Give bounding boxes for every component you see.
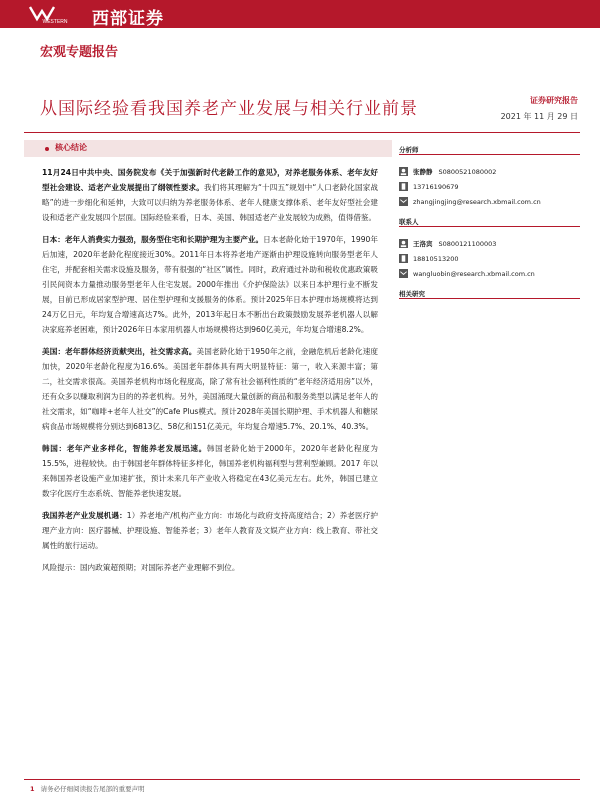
contact-cert: S0800121100003	[438, 239, 497, 248]
risk-text: 风险提示：国内政策超预期；对国际养老产业理解不到位。	[42, 563, 240, 572]
paragraph-body: 1）养老地产/机构产业方向：市场化与政府支持高度结合；2）养老医疗护理产业方向：医疗器械、护理设施、智能养老；3）老年人教育及文娱产业方向：线上教育、带社交属性的旅行运动。	[42, 511, 379, 550]
summary-paragraph	[42, 441, 378, 501]
paragraph-body: 韩国老龄化始于2000年，2020年老龄化程度为15.5%，进程较快。由于韩国老年群体特征多样化，韩国养老机构福利型与营利型兼顾。2017 年以来韩国养老设施产业加速扩张，预计未来几年产业收入将稳定在43亿美元左右。此外，韩国已建立数字化医疗生态系统、智能养老快速发展。	[42, 444, 379, 498]
person-icon	[399, 239, 408, 248]
contact-phone: 18810513200	[413, 254, 459, 263]
related-research-heading: 相关研究	[399, 284, 580, 299]
analyst-row	[399, 164, 580, 179]
analyst-phone: 13716190679	[413, 182, 459, 191]
phone-icon	[399, 254, 408, 263]
summary-paragraph	[42, 344, 378, 434]
section-title: 核心结论	[55, 143, 87, 152]
contact-heading: 联系人	[399, 212, 580, 227]
contact-phone-row	[399, 251, 580, 266]
paragraph-lead: 美国：老年群体经济贡献突出，社交需求高。	[42, 347, 197, 356]
contact-email-row	[399, 266, 580, 281]
header-band	[0, 0, 600, 28]
summary-paragraph	[42, 508, 378, 553]
analyst-name: 张静静	[413, 168, 433, 176]
risk-warning	[42, 560, 378, 575]
paragraph-body: 日本老龄化始于1970年，1990年后加速，2020年老龄化程度接近30%。2011年日本将养老地产逐渐由护理设施转向服务型老年人住宅，并配套相关需求设施及服务，带有很强的“社区”属性。同时，政府通过补助和税收优惠政策吸引民间资本力量推动服务型老年人住宅发展。2000年推出《介护保险法》以来日本护理行业不断发展，目前已形成居家型护理、居住型护理和支援服务的体系。预计2025年日本护理市场规模将达到24万亿日元，年均复合增速高达7%。此外，2013年起日本不断出台政策鼓励发展养老机器人以解决家庭养老困难，预计2026年日本家用机器人市场规模将达到960亿美元，年均复合增速8.2%。	[42, 235, 378, 334]
summary-paragraph	[42, 232, 378, 337]
logo-text: 西部证券	[92, 9, 164, 29]
paragraph-lead: 韩国：老年产业多样化，智能养老发展迅速。	[42, 444, 207, 453]
footer-disclaimer: 请务必仔细阅读报告尾部的重要声明	[40, 785, 145, 793]
paragraph-body: 我们将其理解为“十四五”规划中“人口老龄化国家战略”的进一步细化和延伸，大致可以归纳为养老服务体系、老年人健康支撑体系、老年友好型社会建设和适老产业发展四个层面。国际经验来看，日本、美国、韩国适老产业发展较为成熟，值得借鉴。	[42, 183, 378, 222]
contact-name: 王洛宾	[413, 240, 433, 248]
person-icon	[399, 167, 408, 176]
contact-email[interactable]: wangluobin@research.xbmail.com.cn	[413, 269, 535, 278]
paragraph-lead: 我国养老产业发展机遇：	[42, 511, 127, 520]
summary-paragraph	[42, 165, 378, 225]
bullet-icon	[45, 147, 49, 151]
page-number: 1	[30, 785, 35, 793]
analyst-email-row	[399, 194, 580, 209]
logo-small-text: WESTERN	[42, 19, 68, 25]
contact-row	[399, 236, 580, 251]
analyst-heading: 分析师	[399, 140, 580, 155]
summary-content	[42, 165, 378, 582]
report-category-label: 证券研究报告	[530, 96, 578, 105]
report-date: 2021 年 11 月 29 日	[500, 112, 578, 121]
analyst-cert: S0800521080002	[438, 167, 497, 176]
footer	[30, 784, 145, 793]
phone-icon	[399, 182, 408, 191]
email-icon	[399, 197, 408, 206]
page-title: 从国际经验看我国养老产业发展与相关行业前景	[40, 99, 418, 119]
paragraph-body: 美国老龄化始于1950年之前，金融危机后老龄化速度加快，2020年老龄化程度为16.6%。美国老年群体具有两大明显特征：第一，收入来源丰富；第二，社交需求很高。美国养老机构市场化程度高，除了常有社会福利性质的“老年经济适用房”以外，还有众多以赚取利润为目的的养老机构。另外，美国涌现大量创新的商品和服务类型以满足老年人的社交需求，如“咖啡+老年人社交”的Cafe Plus模式。预计2028年美国长期护理、手术机器人和糖尿病食品市场规模将分别达到6813亿、58亿和151亿美元，年均复合增速5.7%、20.1%、40.3%。	[42, 347, 379, 431]
sidebar	[399, 140, 580, 308]
analyst-email[interactable]: zhangjingjing@research.xbmail.com.cn	[413, 197, 541, 206]
analyst-phone-row	[399, 179, 580, 194]
email-icon	[399, 269, 408, 278]
header-divider	[24, 132, 580, 133]
western-logo-icon	[24, 3, 86, 25]
paragraph-lead: 日本：老年人消费实力强劲，服务型住宅和长期护理为主要产业。	[42, 235, 264, 244]
footer-divider	[24, 779, 580, 780]
report-type: 宏观专题报告	[40, 45, 119, 60]
paragraph-lead: 11月24日中共中央、国务院发布《关于加强新时代老龄工作的意见》，对养老服务体系、老年友好型社会建设、适老产业发展提出了纲领性要求。	[42, 168, 378, 192]
